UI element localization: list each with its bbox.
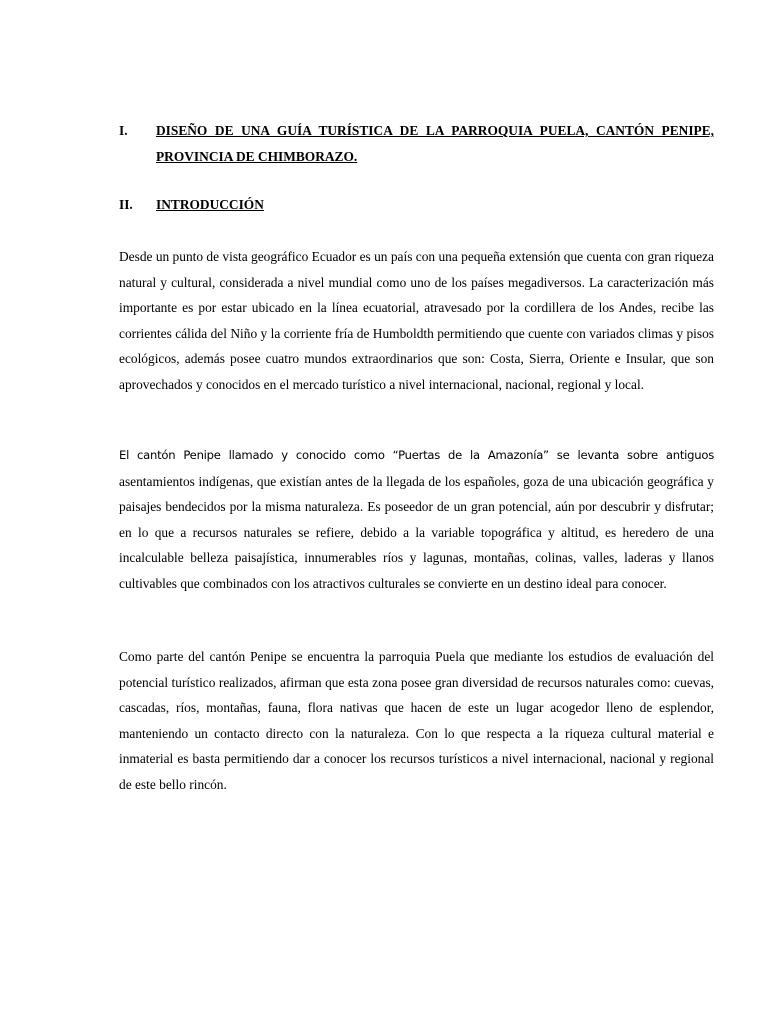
heading-section-1 [119,118,714,169]
paragraph-geography: Desde un punto de vista geográfico Ecuador es un país con una pequeña extensión que cuenta con gran riqueza natural y cultural, considerada a nivel mundial como uno de los países megadiversos. La caracterización más importante es por estar ubicado en la línea ecuatorial, atravesado por la cordillera de los Andes, recibe las corrientes cálida del Niño y la corriente fría de Humboldth permitiendo que cuente con variados climas y pisos ecológicos, además posee cuatro mundos extraordinarios que son: Costa, Sierra, Oriente e Insular, que son aprovechados y conocidos en el mercado turístico a nivel internacional, nacional, regional y local. [119,249,714,392]
paragraph-penipe [119,442,714,596]
heading-section-2 [119,192,714,218]
heading-number: I. [119,123,128,138]
heading-title: DISEÑO DE UNA GUÍA TURÍSTICA DE LA PARROQUIA PUELA, CANTÓN PENIPE, PROVINCIA DE CHIMBORAZO. [156,123,714,164]
paragraph-puela: Como parte del cantón Penipe se encuentra la parroquia Puela que mediante los estudios de evaluación del potencial turístico realizados, afirman que esta zona posee gran diversidad de recursos naturales como: cuevas, cascadas, ríos, montañas, fauna, flora nativas que hacen de este un lugar acogedor lleno de esplendor, manteniendo un contacto directo con la naturaleza. Con lo que respecta a la riqueza cultural material e inmaterial es basta permitiendo dar a conocer los recursos turísticos a nivel internacional, nacional y regional de este bello rincón. [119,649,714,792]
heading-title: INTRODUCCIÓN [156,197,264,212]
paragraph-lead-line: El cantón Penipe llamado y conocido como “Puertas de la Amazonía” se levanta sobre antiguos [119,448,714,462]
paragraph-body: asentamientos indígenas, que existían antes de la llegada de los españoles, goza de una ubicación geográfica y paisajes bendecidos por la misma naturaleza. Es poseedor de un gran potencial, aún por descubrir y disfrutar; en lo que a recursos naturales se refiere, debido a la variable topográfica y altitud, es heredero de una incalculable belleza paisajística, innumerables ríos y lagunas, montañas, colinas, valles, laderas y llanos cultivables que combinados con los atractivos culturales se convierte en un destino ideal para conocer. [119,473,714,591]
heading-number: II. [119,197,133,212]
